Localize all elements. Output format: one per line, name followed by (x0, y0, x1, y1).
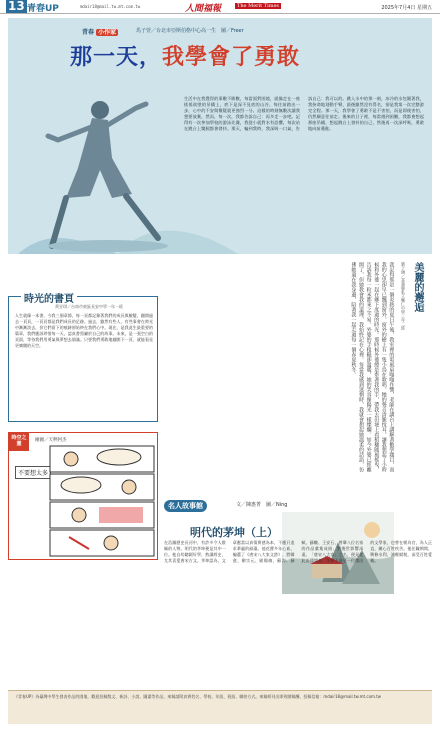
middle-article (164, 262, 394, 494)
feature-body: 生活中在我覺得的事數不勝數，每當面對困境，就像走在一座搖搖欲墜的吊橋上，底下是深不見底的山谷。每往前踏出一步，心中的不安與懷疑就更強烈一分。這樣的時刻無數次讓我想要放棄，然而，每一次，我都告訴自己：再多走一步吧。記得有一次參加學校的游泳比賽，我從小就對水有恐懼，每次站在跳台上雙腿都會發抖。那天，輪到我時，我深吸一口氣，告訴自己：我可以的。跳入水中的那一刻，冰冷的水包圍著我，我拚命地划動手臂，最後雖然沒有得名，卻是我第一次完整游完全程。那一天，我學會了勇敢不是不害怕，而是即使害怕，仍然願意往前走。後來的日子裡，每當遇到困難，我都會想起那座吊橋，想起跳台上發抖的自己，然後再一次深呼吸，勇敢地向前邁進。 (184, 96, 424, 131)
issue-date: 2025年7月4日 星期五 (381, 5, 432, 11)
right-article-heading: 美麗的邂逅 (412, 262, 423, 312)
feature-tag (82, 27, 118, 36)
story-text: 在浩瀚歷史長河中，有許多令人敬佩的人物。明代的茅坤便是其中一位。他自幼聰穎好學，熟讀經史，尤其喜愛唐宋古文。茅坤認為，文章應當以真情實感為本，不應只追求華麗的辭藻。他花費多年心血，編選了《唐宋八大家文鈔》，將韓愈、柳宗元、歐陽脩、蘇洵、蘇軾、蘇轍、王安石、曾鞏八位名家的作品彙集成冊，對後世影響深遠。「唐宋八大家」之名，便是從此流傳開來。茅坤不僅是一位傑出的文學家，也曾在朝為官，為人正直，關心百姓疾苦。他任職期間，興修水利，減輕賦稅，深受百姓愛戴。 (164, 540, 432, 563)
feature-title-b: 我學會了勇敢 (162, 45, 301, 70)
time-column-heading: 時光的書頁 (21, 290, 77, 305)
page-number: 13 (8, 0, 25, 13)
story-byline: 文／陳惠菁 圖／Ning (236, 502, 288, 508)
middle-article-column: 我的心思卻早已飄到窗外。窗外的樹上有一隻小鳥在歌唱，牠的聲音清脆悅耳，讓我想起了小時 (380, 262, 387, 472)
story-badge: 名人故事館 (164, 500, 207, 512)
feature-title (70, 40, 300, 71)
middle-article-column: 開了，但她教會我的道理，我始終記在心裡。每當我感到迷惘時，我就會想起她溫柔的話語，彷 (358, 262, 364, 472)
time-column-byline: 黃昱琪／台南市東區長安中學一年一班 (55, 304, 123, 309)
middle-article-column: 候和外婆一起在鄉下度過的時光。那時候外婆總是牽著我的手，帶我去田埂上看稻穗隨風搖曳， (373, 262, 380, 472)
middle-article-column: 我記得那是一個炎熱的夏日午後，教室裡的電風扇嗡嗡作響，老師在講台上講解著數學題目，而 (388, 262, 395, 472)
comic-box (8, 432, 158, 560)
feature-tag-label: 小作家 (98, 29, 117, 36)
feature-tag-prefix: 青春 (82, 29, 95, 36)
page-header (0, 0, 440, 14)
section-name: 青春UP (27, 4, 59, 14)
comic-caption: 不要想太多 (15, 466, 51, 479)
section-email[interactable]: mdair18@mail.tw.mt.com.tw (80, 4, 141, 9)
right-article-byline: 劉子涵／嘉義縣私立輔仁中學三年二班 (401, 262, 406, 330)
newspaper-logo: 人間福報 (185, 4, 222, 14)
story-title: 明代的茅坤（上） (190, 526, 278, 539)
feature-author: 馬子萱／台北市亞斯伯格中心高一生 圖／Freer (136, 28, 244, 34)
middle-article-column: 告訴我每一粒米都來之不易。外婆的手粗糙卻溫暖，她的笑容像陽光一樣燦爛。如今外婆已經離 (365, 262, 372, 472)
submission-footer: 《青春UP》為臺灣中學生發表作品的園地，歡迎投稿散文、新詩、小說、圖畫等作品。來稿請附真實姓名、學校、年級、班級、聯絡方式。來稿經刊出即致贈稿酬。投稿信箱：mdair18@mail.tw.mt.com.tw (8, 690, 432, 724)
right-article (398, 262, 432, 494)
comic-tag: 時空之畫 (9, 433, 29, 451)
time-column (8, 296, 158, 422)
feature-article (8, 18, 432, 254)
newspaper-logo-en: The Merit Times (237, 3, 279, 9)
time-column-text: 人生就像一本書，今我三個章節，每一頁都記錄著我們的成長與蛻變，翻開過去一頁頁，一頁頁都是我們成長的足跡。過去，雖然有些人、有些事會在時光中漸漸淡去，但它們留下的痕跡卻始終在我們心中。現在，是我此生最重要的篇章，我們應該珍惜每一天，認真書寫屬於自己的故事。未來，是一張空白的頁面，等待我們用勇氣與夢想去填滿。只要我們勇敢地翻開下一頁，就能看見更廣闊的天空。 (15, 313, 153, 348)
comic-byline: 繪圖／天秤阿杰 (35, 438, 67, 443)
comic-panels (49, 445, 155, 557)
middle-article-column: 彿她還在我身邊，陪著我一起走過每一個春夏秋冬。 (350, 262, 357, 377)
famous-story (164, 500, 432, 680)
feature-title-a: 那一天， (70, 45, 163, 70)
